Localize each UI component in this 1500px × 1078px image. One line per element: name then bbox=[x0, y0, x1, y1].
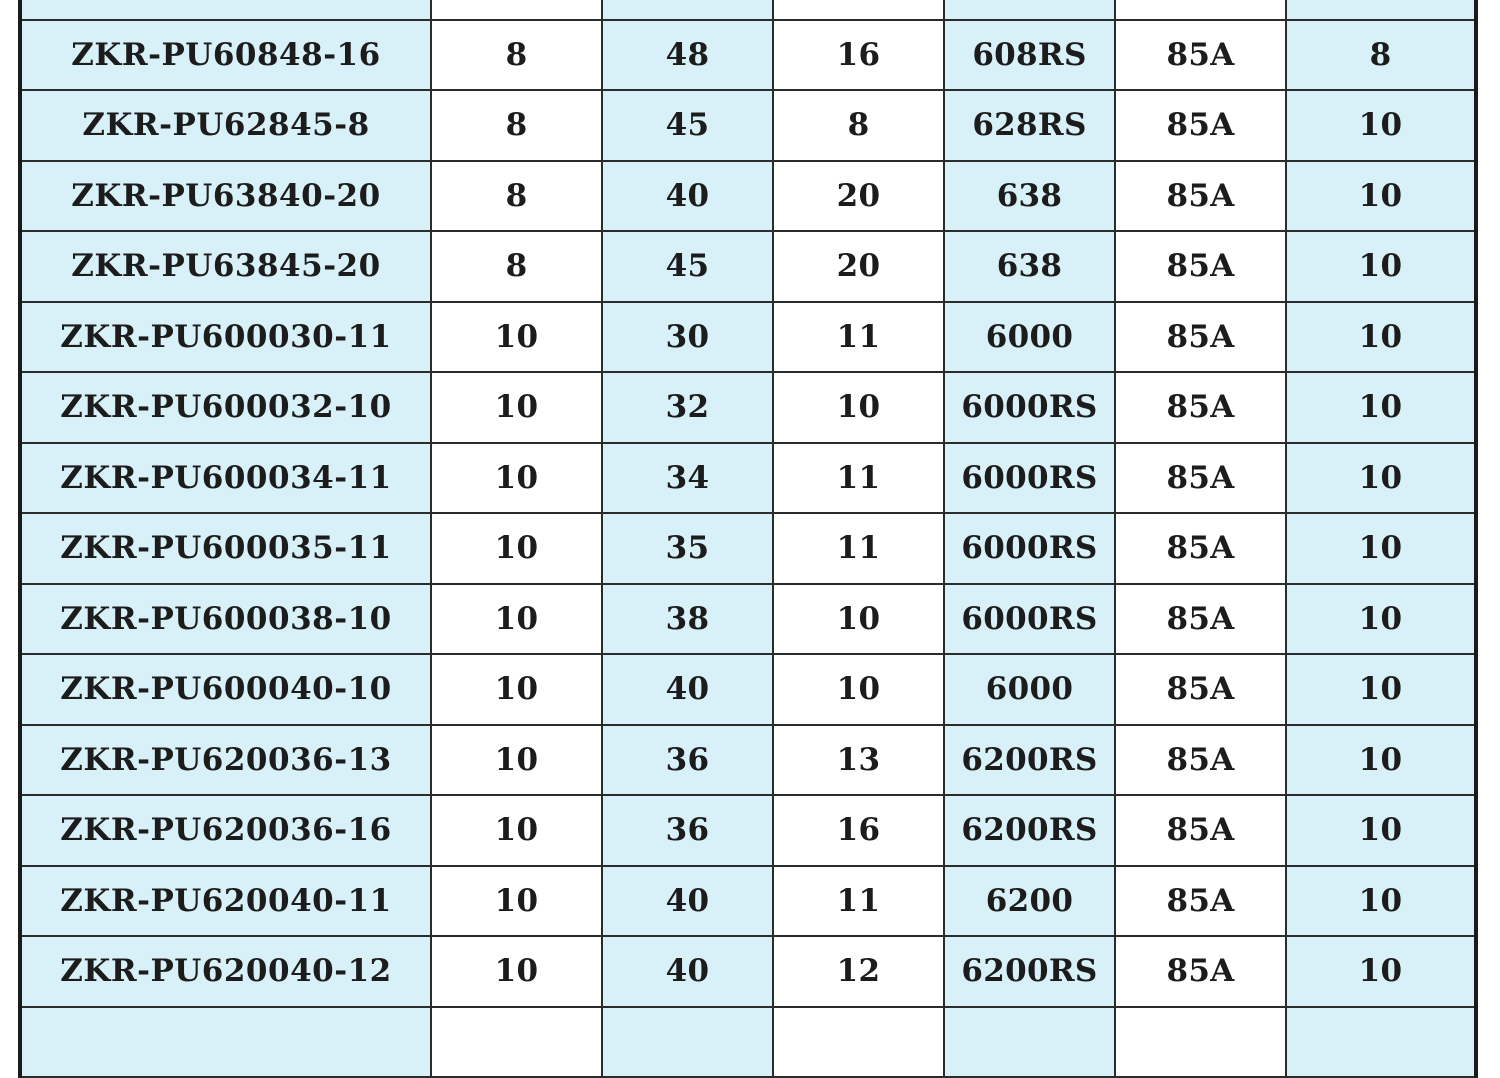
hardness-cell: 85A bbox=[1115, 302, 1286, 373]
table-row bbox=[22, 231, 1474, 302]
bearing-cell: 6000 bbox=[944, 654, 1115, 725]
width-cell: 12 bbox=[773, 936, 944, 1007]
width-cell: 16 bbox=[773, 795, 944, 866]
outer-diameter-cell: 36 bbox=[602, 725, 773, 796]
outer-diameter-cell: 32 bbox=[602, 372, 773, 443]
inner-diameter-cell: 8 bbox=[431, 20, 602, 91]
quantity-cell: 10 bbox=[1286, 231, 1474, 302]
quantity-cell: 10 bbox=[1286, 654, 1474, 725]
table-row bbox=[22, 302, 1474, 373]
outer-diameter-cell: 40 bbox=[602, 654, 773, 725]
table-row bbox=[22, 161, 1474, 232]
model-cell: ZKR-PU600040-10 bbox=[22, 654, 431, 725]
outer-diameter-cell: 34 bbox=[602, 443, 773, 514]
outer-diameter-cell: 40 bbox=[602, 866, 773, 937]
hardness-cell: 85A bbox=[1115, 90, 1286, 161]
width-cell: 20 bbox=[773, 161, 944, 232]
bearing-cell: 6200RS bbox=[944, 936, 1115, 1007]
width-cell bbox=[773, 0, 944, 20]
inner-diameter-cell: 10 bbox=[431, 795, 602, 866]
bearing-cell: 628RS bbox=[944, 90, 1115, 161]
table-row bbox=[22, 1007, 1474, 1078]
table-row bbox=[22, 654, 1474, 725]
table-row bbox=[22, 866, 1474, 937]
outer-diameter-cell: 40 bbox=[602, 161, 773, 232]
inner-diameter-cell: 8 bbox=[431, 90, 602, 161]
table-row bbox=[22, 513, 1474, 584]
hardness-cell: 85A bbox=[1115, 20, 1286, 91]
model-cell: ZKR-PU620036-16 bbox=[22, 795, 431, 866]
outer-diameter-cell bbox=[602, 0, 773, 20]
model-cell: ZKR-PU620040-11 bbox=[22, 866, 431, 937]
inner-diameter-cell: 10 bbox=[431, 584, 602, 655]
bearing-cell: 6000RS bbox=[944, 443, 1115, 514]
width-cell: 10 bbox=[773, 584, 944, 655]
table-row bbox=[22, 372, 1474, 443]
table-row bbox=[22, 795, 1474, 866]
quantity-cell: 10 bbox=[1286, 443, 1474, 514]
bearing-cell: 638 bbox=[944, 231, 1115, 302]
inner-diameter-cell bbox=[431, 1007, 602, 1078]
model-cell: ZKR-PU63845-20 bbox=[22, 231, 431, 302]
hardness-cell: 85A bbox=[1115, 654, 1286, 725]
bearing-cell: 6000RS bbox=[944, 584, 1115, 655]
inner-diameter-cell: 8 bbox=[431, 231, 602, 302]
table-row bbox=[22, 725, 1474, 796]
quantity-cell: 10 bbox=[1286, 584, 1474, 655]
outer-diameter-cell: 48 bbox=[602, 20, 773, 91]
bearing-cell: 6200RS bbox=[944, 725, 1115, 796]
outer-diameter-cell bbox=[602, 1007, 773, 1078]
hardness-cell: 85A bbox=[1115, 584, 1286, 655]
outer-diameter-cell: 45 bbox=[602, 231, 773, 302]
model-cell bbox=[22, 0, 431, 20]
inner-diameter-cell: 10 bbox=[431, 654, 602, 725]
bearing-cell: 6000 bbox=[944, 302, 1115, 373]
outer-diameter-cell: 45 bbox=[602, 90, 773, 161]
model-cell: ZKR-PU600038-10 bbox=[22, 584, 431, 655]
inner-diameter-cell: 8 bbox=[431, 161, 602, 232]
model-cell: ZKR-PU620040-12 bbox=[22, 936, 431, 1007]
hardness-cell bbox=[1115, 1007, 1286, 1078]
inner-diameter-cell: 10 bbox=[431, 513, 602, 584]
width-cell: 11 bbox=[773, 866, 944, 937]
hardness-cell: 85A bbox=[1115, 866, 1286, 937]
model-cell: ZKR-PU600030-11 bbox=[22, 302, 431, 373]
quantity-cell: 10 bbox=[1286, 372, 1474, 443]
quantity-cell: 10 bbox=[1286, 795, 1474, 866]
model-cell: ZKR-PU600032-10 bbox=[22, 372, 431, 443]
table-row bbox=[22, 936, 1474, 1007]
width-cell: 16 bbox=[773, 20, 944, 91]
model-cell: ZKR-PU62845-8 bbox=[22, 90, 431, 161]
outer-diameter-cell: 35 bbox=[602, 513, 773, 584]
inner-diameter-cell: 10 bbox=[431, 443, 602, 514]
quantity-cell: 10 bbox=[1286, 90, 1474, 161]
hardness-cell: 85A bbox=[1115, 231, 1286, 302]
table-row bbox=[22, 443, 1474, 514]
model-cell: ZKR-PU63840-20 bbox=[22, 161, 431, 232]
bearing-cell: 6200 bbox=[944, 866, 1115, 937]
quantity-cell bbox=[1286, 0, 1474, 20]
table-row bbox=[22, 584, 1474, 655]
width-cell: 11 bbox=[773, 513, 944, 584]
inner-diameter-cell: 10 bbox=[431, 725, 602, 796]
hardness-cell: 85A bbox=[1115, 372, 1286, 443]
outer-diameter-cell: 36 bbox=[602, 795, 773, 866]
quantity-cell: 8 bbox=[1286, 20, 1474, 91]
hardness-cell: 85A bbox=[1115, 936, 1286, 1007]
outer-diameter-cell: 40 bbox=[602, 936, 773, 1007]
width-cell: 8 bbox=[773, 90, 944, 161]
quantity-cell: 10 bbox=[1286, 302, 1474, 373]
table-body bbox=[22, 0, 1474, 1077]
model-cell: ZKR-PU620036-13 bbox=[22, 725, 431, 796]
bearing-cell bbox=[944, 0, 1115, 20]
outer-diameter-cell: 38 bbox=[602, 584, 773, 655]
inner-diameter-cell bbox=[431, 0, 602, 20]
quantity-cell: 10 bbox=[1286, 866, 1474, 937]
hardness-cell: 85A bbox=[1115, 513, 1286, 584]
bearing-cell: 6000RS bbox=[944, 372, 1115, 443]
outer-diameter-cell: 30 bbox=[602, 302, 773, 373]
model-cell: ZKR-PU60848-16 bbox=[22, 20, 431, 91]
bearing-cell: 6000RS bbox=[944, 513, 1115, 584]
inner-diameter-cell: 10 bbox=[431, 302, 602, 373]
width-cell bbox=[773, 1007, 944, 1078]
bearing-cell: 608RS bbox=[944, 20, 1115, 91]
inner-diameter-cell: 10 bbox=[431, 372, 602, 443]
width-cell: 10 bbox=[773, 372, 944, 443]
hardness-cell: 85A bbox=[1115, 725, 1286, 796]
model-cell bbox=[22, 1007, 431, 1078]
table-row bbox=[22, 20, 1474, 91]
width-cell: 11 bbox=[773, 443, 944, 514]
product-spec-table bbox=[22, 0, 1474, 1078]
hardness-cell: 85A bbox=[1115, 443, 1286, 514]
quantity-cell: 10 bbox=[1286, 936, 1474, 1007]
width-cell: 13 bbox=[773, 725, 944, 796]
quantity-cell: 10 bbox=[1286, 725, 1474, 796]
bearing-cell: 6200RS bbox=[944, 795, 1115, 866]
quantity-cell: 10 bbox=[1286, 161, 1474, 232]
hardness-cell bbox=[1115, 0, 1286, 20]
width-cell: 11 bbox=[773, 302, 944, 373]
inner-diameter-cell: 10 bbox=[431, 866, 602, 937]
hardness-cell: 85A bbox=[1115, 795, 1286, 866]
model-cell: ZKR-PU600034-11 bbox=[22, 443, 431, 514]
bearing-cell bbox=[944, 1007, 1115, 1078]
bearing-cell: 638 bbox=[944, 161, 1115, 232]
width-cell: 20 bbox=[773, 231, 944, 302]
spec-table-frame bbox=[18, 0, 1478, 1078]
table-row bbox=[22, 90, 1474, 161]
width-cell: 10 bbox=[773, 654, 944, 725]
inner-diameter-cell: 10 bbox=[431, 936, 602, 1007]
hardness-cell: 85A bbox=[1115, 161, 1286, 232]
quantity-cell: 10 bbox=[1286, 513, 1474, 584]
model-cell: ZKR-PU600035-11 bbox=[22, 513, 431, 584]
table-row bbox=[22, 0, 1474, 20]
quantity-cell bbox=[1286, 1007, 1474, 1078]
